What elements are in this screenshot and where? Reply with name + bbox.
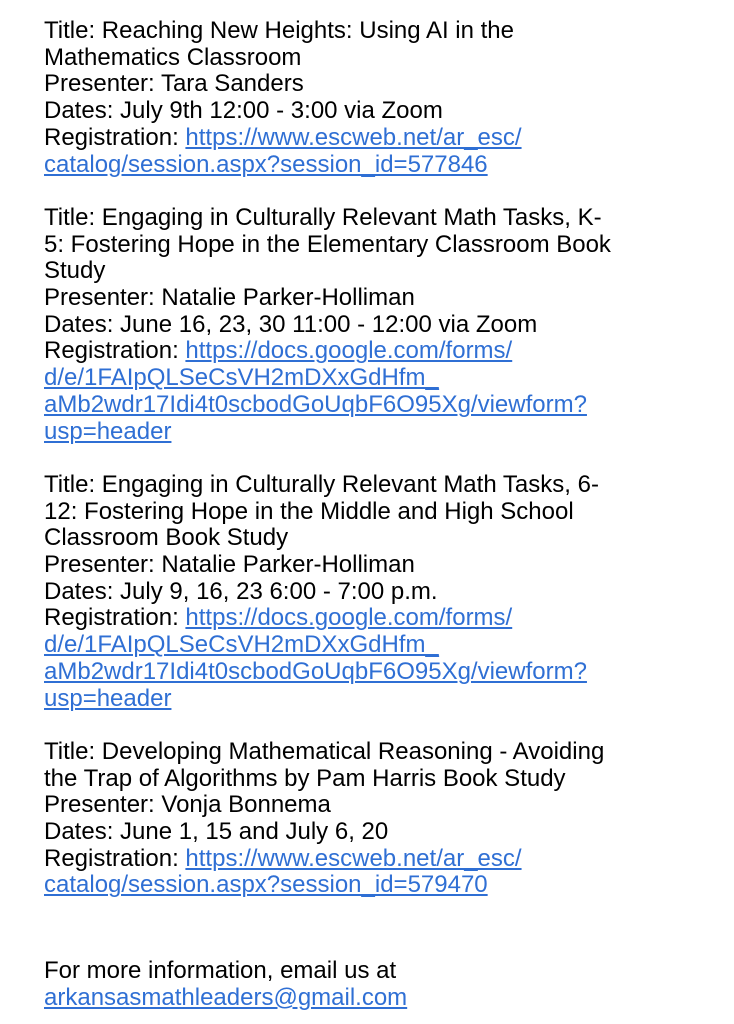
session-dates: Dates: June 16, 23, 30 11:00 - 12:00 via Zoom: [44, 310, 538, 338]
session-dates: Dates: July 9th 12:00 - 3:00 via Zoom: [44, 97, 443, 125]
registration-link[interactable]: https://www.escweb.net/ar_esc/: [185, 123, 522, 151]
session-presenter: Presenter: Vonja Bonnema: [44, 791, 331, 819]
session-title-line: 5: Fostering Hope in the Elementary Classroom Book: [44, 230, 611, 258]
session-registration-row: [44, 846, 714, 873]
registration-label: Registration:: [44, 123, 186, 151]
session-title-line: 12: Fostering Hope in the Middle and High School: [44, 497, 574, 525]
registration-label: Registration:: [44, 844, 186, 872]
registration-link[interactable]: d/e/1FAIpQLSeCsVH2mDXxGdHfm_: [44, 364, 439, 392]
registration-link[interactable]: usp=header: [44, 417, 172, 445]
session-title-line: Title: Engaging in Culturally Relevant Math Tasks, K-: [44, 203, 602, 231]
registration-label: Registration:: [44, 604, 186, 632]
session-presenter: Presenter: Natalie Parker-Holliman: [44, 551, 415, 579]
session-dates: Dates: July 9, 16, 23 6:00 - 7:00 p.m.: [44, 577, 438, 605]
session-registration-row: [44, 338, 714, 365]
registration-link[interactable]: https://www.escweb.net/ar_esc/: [185, 844, 522, 872]
session-block: [44, 18, 714, 178]
session-block: [44, 205, 714, 445]
registration-link[interactable]: catalog/session.aspx?session_id=579470: [44, 871, 488, 899]
registration-link[interactable]: catalog/session.aspx?session_id=577846: [44, 150, 488, 178]
contact-email-link[interactable]: arkansasmathleaders@gmail.com: [44, 983, 408, 1011]
registration-link[interactable]: aMb2wdr17Idi4t0scbodGoUqbF6O95Xg/viewform?: [44, 657, 587, 685]
registration-label: Registration:: [44, 337, 186, 365]
session-presenter: Presenter: Tara Sanders: [44, 70, 304, 98]
session-registration-row: [44, 125, 714, 152]
session-title-line: Title: Reaching New Heights: Using AI in the: [44, 17, 515, 44]
registration-link[interactable]: https://docs.google.com/forms/: [185, 604, 513, 632]
registration-link[interactable]: aMb2wdr17Idi4t0scbodGoUqbF6O95Xg/viewform?: [44, 390, 587, 418]
session-block: [44, 739, 714, 899]
footer-text: For more information, email us at: [44, 957, 397, 984]
session-presenter: Presenter: Natalie Parker-Holliman: [44, 284, 415, 312]
registration-link[interactable]: https://docs.google.com/forms/: [185, 337, 513, 365]
session-registration-row: [44, 605, 714, 632]
contact-footer: [44, 958, 714, 1011]
sessions-list: [44, 18, 714, 899]
registration-link[interactable]: d/e/1FAIpQLSeCsVH2mDXxGdHfm_: [44, 631, 439, 659]
session-title-line: the Trap of Algorithms by Pam Harris Book Study: [44, 764, 566, 792]
session-title-line: Title: Developing Mathematical Reasoning - Avoiding: [44, 737, 605, 765]
registration-link[interactable]: usp=header: [44, 684, 172, 712]
session-title-line: Classroom Book Study: [44, 524, 289, 552]
session-title-line: Title: Engaging in Culturally Relevant Math Tasks, 6-: [44, 470, 599, 498]
session-title-line: Mathematics Classroom: [44, 43, 302, 71]
session-dates: Dates: June 1, 15 and July 6, 20: [44, 818, 389, 846]
session-title-line: Study: [44, 257, 106, 285]
session-block: [44, 472, 714, 712]
